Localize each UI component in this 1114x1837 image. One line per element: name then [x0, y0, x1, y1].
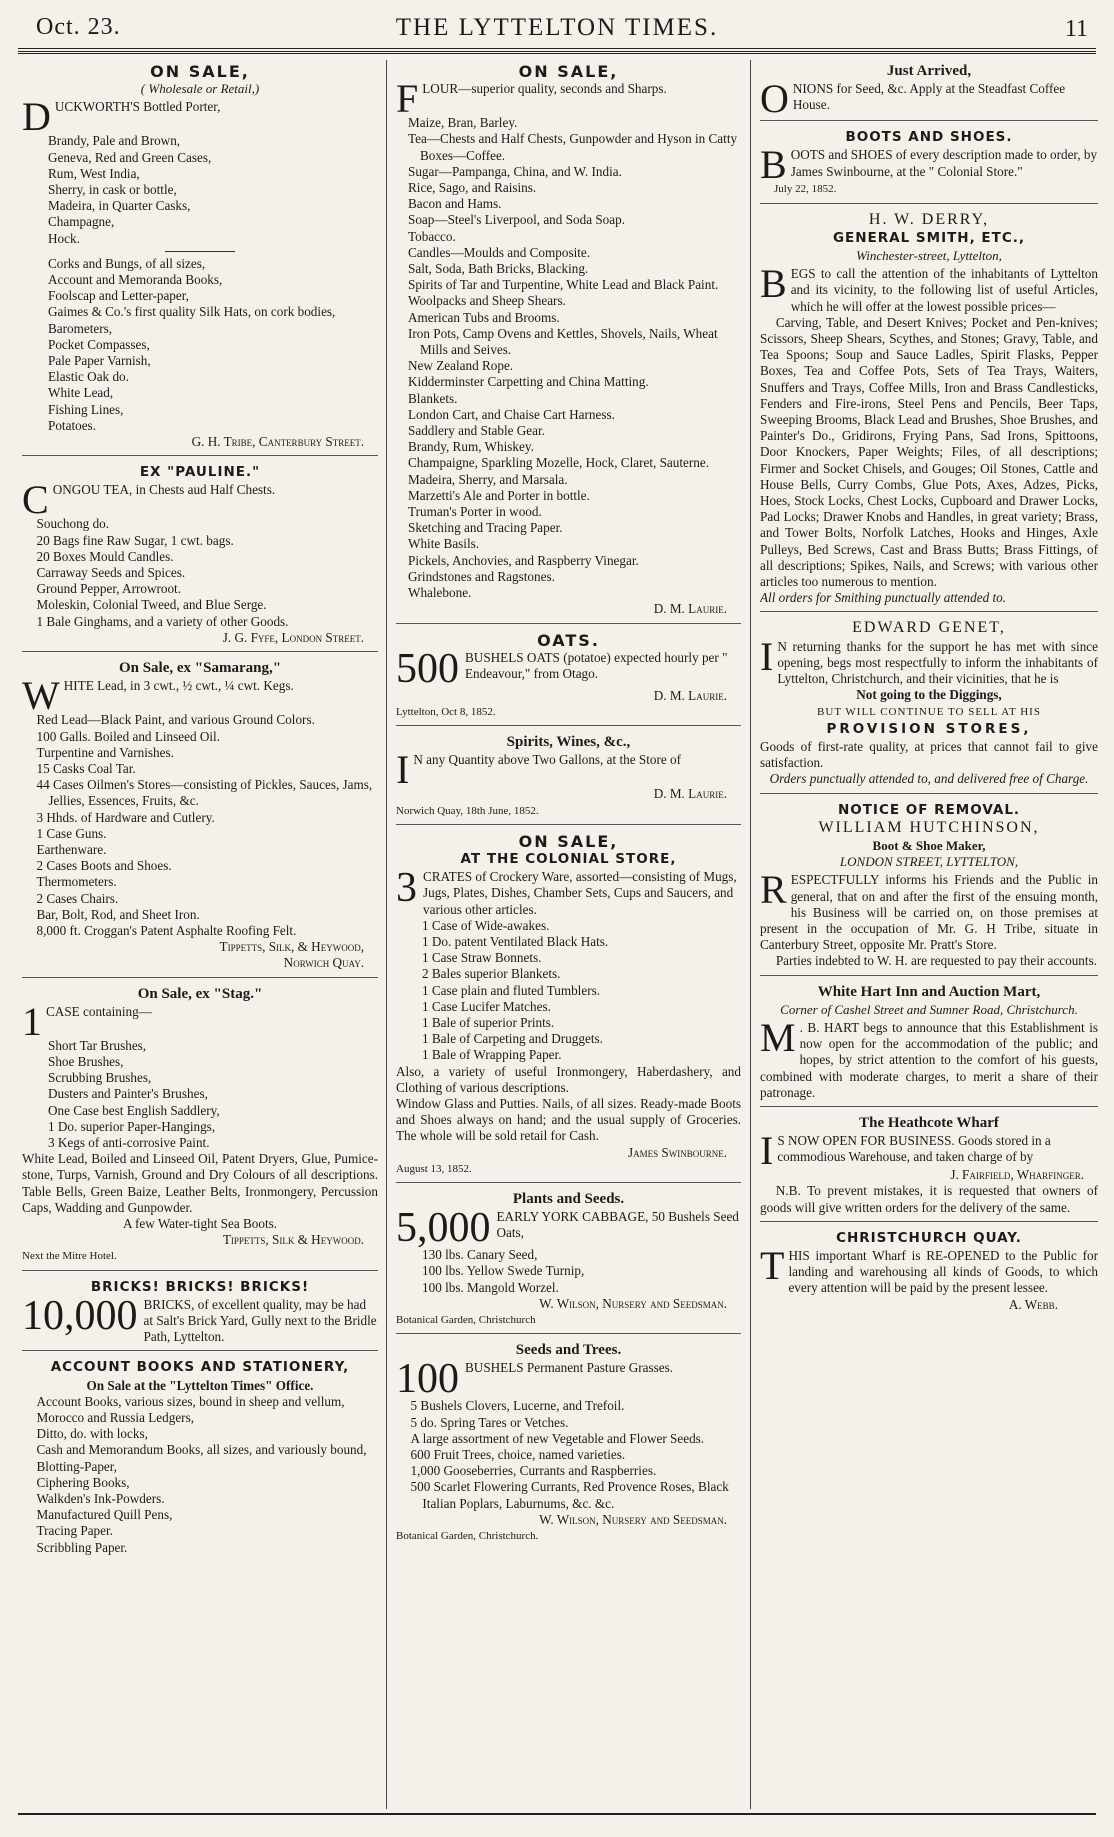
list-item: 130 lbs. Canary Seed, [422, 1247, 538, 1263]
ad-intro [396, 869, 741, 918]
ad-heading: ON SALE, [150, 62, 250, 81]
list-item: 15 Casks Coal Tar. [36, 760, 136, 776]
list-item: Account Books, various sizes, bound in sheep and vellum, [36, 1393, 345, 1409]
list-item: Tea—Chests and Half Chests, Gunpowder and Hyson in Catty Boxes—Coffee. [408, 131, 738, 163]
intro-text: . B. HART begs to announce that this Establishment is now open for the accommodation of the public; and hopes, by strict attention to the comfort of his guests, combined with moderate charges, to merit a share of their patronage. [760, 1019, 1098, 1100]
ad-laurie-stores [396, 60, 741, 624]
column-3 [760, 60, 1098, 1809]
list-item: 8,000 ft. Croggan's Patent Asphalte Roofing Felt. [36, 922, 297, 938]
ad-heading: ON SALE, [518, 62, 619, 81]
ad-spirits-wines [396, 731, 741, 825]
item-list [22, 1394, 378, 1556]
intro-text: UCKWORTH'S Bottled Porter, [54, 99, 221, 115]
intro-text: CRATES of Crockery Ware, assorted—consisting of Mugs, Jugs, Plates, Dishes, Chamber Sets, Cups and Saucers, and various other articles. [423, 869, 737, 917]
list-item: Red Lead—Black Paint, and various Ground Colors. [36, 712, 315, 728]
ad-genet [760, 617, 1098, 793]
list-item: A large assortment of new Vegetable and Flower Seeds. [410, 1430, 705, 1446]
list-item: Candles—Moulds and Composite. [408, 244, 591, 260]
item-list [22, 1038, 378, 1151]
list-item: Bar, Bolt, Rod, and Sheet Iron. [36, 906, 200, 922]
signature: W. Wilson, Nursery and Seedsman. [539, 1511, 727, 1527]
list-item: Woolpacks and Sheep Shears. [408, 293, 566, 309]
list-item: Spirits of Tar and Turpentine, White Lead and Black Paint. [408, 277, 719, 293]
list-item: Sketching and Tracing Paper. [408, 520, 563, 536]
big-number: 5,000 [396, 1209, 491, 1248]
advertiser-name: WILLIAM HUTCHINSON, [818, 818, 1040, 836]
list-item: Scrubbing Brushes, [48, 1070, 152, 1086]
item-list [22, 516, 378, 629]
ad-intro [760, 147, 1098, 181]
item-list [22, 712, 378, 939]
list-item: Blotting-Paper, [36, 1458, 117, 1474]
list-item: 2 Cases Boots and Shoes. [36, 858, 172, 874]
ad-body: Also, a variety of useful Ironmongery, Haberdashery, and Clothing of various descriptions. [396, 1063, 741, 1095]
list-item: 20 Bags fine Raw Sugar, 1 cwt. bags. [36, 532, 234, 548]
list-item: Brandy, Pale and Brown, [48, 133, 181, 149]
ad-subheading: On Sale at the "Lyttelton Times" Office. [86, 1377, 314, 1393]
list-item: Salt, Soda, Bath Bricks, Blacking. [408, 261, 589, 277]
list-item: Saddlery and Stable Gear. [408, 423, 545, 439]
ad-intro [22, 99, 378, 133]
item-list [22, 133, 378, 246]
item-list [396, 1398, 741, 1511]
drop-cap: B [760, 266, 787, 307]
drop-cap: F [396, 81, 419, 116]
signature: D. M. Laurie. [653, 786, 727, 802]
ad-body: Parties indebted to W. H. are requested to pay their accounts. [775, 953, 1097, 969]
drop-cap: I [396, 752, 410, 787]
ad-subheading: AT THE COLONIAL STORE, [460, 850, 677, 867]
list-item: 44 Cases Oilmen's Stores—consisting of Pickles, Sauces, Jams, Jellies, Essences, Fruits, &c. [36, 777, 373, 809]
signature: Tippetts, Silk & Heywood. [222, 1232, 364, 1248]
ad-samarang [22, 657, 378, 977]
signature: G. H. Tribe, Canterbury Street. [191, 434, 364, 450]
list-item: 1 Bale Ginghams, and a variety of other Goods. [36, 613, 289, 629]
list-item: 3 Hhds. of Hardware and Cutlery. [36, 809, 215, 825]
ad-colonial-store [396, 830, 741, 1183]
list-item: 1 Bale of Wrapping Paper. [422, 1047, 562, 1063]
masthead-rule [18, 48, 1096, 54]
intro-text: HITE Lead, in 3 cwt., ½ cwt., ¼ cwt. Kegs. [63, 678, 294, 694]
ad-footer: Botanical Garden, Christchurch. [396, 1530, 539, 1543]
advertiser-name: H. W. DERRY, [868, 210, 990, 228]
ad-heading: Just Arrived, [886, 63, 972, 79]
ad-footer: July 22, 1852. [774, 183, 837, 196]
ad-intro [396, 752, 741, 786]
column-1 [22, 60, 378, 1809]
ad-heading: Spirits, Wines, &c., [506, 734, 631, 751]
ad-line: Not going to the Diggings, [856, 687, 1002, 703]
list-item: Iron Pots, Camp Ovens and Kettles, Shovels, Nails, Wheat Mills and Seives. [408, 325, 718, 358]
list-item: Thermometers. [36, 874, 117, 890]
signature-address: Norwich Quay. [283, 955, 364, 971]
list-item: One Case best English Saddlery, [48, 1102, 220, 1118]
list-item: Champagne, [48, 214, 115, 230]
list-item: Champaigne, Sparkling Mozelle, Hock, Claret, Sauterne. [408, 455, 710, 471]
signature: W. Wilson, Nursery and Seedsman. [539, 1295, 727, 1311]
list-item: Ciphering Books, [36, 1474, 130, 1490]
list-item: Morocco and Russia Ledgers, [36, 1410, 194, 1426]
drop-cap: M [760, 1019, 796, 1060]
signature: A. Webb. [1008, 1296, 1058, 1312]
signature: D. M. Laurie. [653, 601, 727, 617]
ad-tribe [22, 60, 378, 456]
list-item: 20 Boxes Mould Candles. [36, 548, 174, 564]
list-item: Foolscap and Letter-paper, [48, 288, 189, 304]
intro-text: N any Quantity above Two Gallons, at the Store of [413, 752, 681, 768]
drop-cap: R [760, 872, 787, 913]
big-number: 500 [396, 649, 459, 688]
ad-footer: Orders punctually attended to, and delivered free of Charge. [769, 771, 1089, 787]
list-item: Kidderminster Carpetting and China Matting. [408, 374, 649, 390]
ad-footer: Lyttelton, Oct 8, 1852. [396, 705, 496, 718]
item-list [396, 1247, 741, 1296]
list-item: Fishing Lines, [48, 401, 124, 417]
bottom-rule [18, 1813, 1096, 1815]
column-divider [386, 60, 387, 1809]
ad-line: BUT WILL CONTINUE TO SELL AT HIS [817, 705, 1041, 718]
ad-heading: NOTICE OF REMOVAL. [837, 801, 1021, 818]
list-item: Sherry, in cask or bottle, [48, 182, 177, 198]
list-item: White Lead, [48, 385, 114, 401]
item-list [22, 256, 378, 434]
list-item: New Zealand Rope. [408, 358, 514, 374]
list-item: Moleskin, Colonial Tweed, and Blue Serge. [36, 597, 267, 613]
ad-intro [22, 1297, 378, 1346]
intro-text: BUSHELS Permanent Pasture Grasses. [465, 1360, 674, 1376]
intro-text: EARLY YORK CABBAGE, 50 Bushels Seed Oats, [496, 1209, 739, 1241]
intro-text: BUSHELS OATS (potatoe) expected hourly per " Endeavour," from Otago. [465, 649, 728, 681]
list-item: 1 Do. superior Paper-Hangings, [48, 1118, 216, 1134]
list-item: Elastic Oak do. [48, 369, 129, 385]
ad-footer: August 13, 1852. [396, 1162, 472, 1175]
list-item: Cash and Memorandum Books, all sizes, and variously bound, [36, 1442, 367, 1458]
ad-heading: Plants and Seeds. [512, 1190, 625, 1207]
ad-body: Window Glass and Putties. Nails, of all sizes. Ready-made Boots and Shoes always on hand; and the usual supply of Groceries. The whole will be sold retail for Cash. [396, 1095, 741, 1144]
ad-heading: BRICKS! BRICKS! BRICKS! [90, 1278, 310, 1295]
advertiser-trade: Boot & Shoe Maker, [872, 837, 986, 853]
drop-cap: D [22, 99, 51, 134]
ad-heading: On Sale, ex "Stag." [137, 985, 263, 1002]
column-divider [750, 60, 751, 1809]
list-item: Gaimes & Co.'s first quality Silk Hats, on cork bodies, [48, 304, 336, 320]
ad-heading: Seeds and Trees. [515, 1342, 622, 1359]
list-item: Earthenware. [36, 841, 107, 857]
masthead [18, 8, 1096, 46]
ad-extra: A few Water-tight Sea Boots. [122, 1215, 278, 1231]
ad-hutchinson [760, 799, 1098, 976]
ad-intro [22, 482, 378, 516]
ad-bricks [22, 1276, 378, 1352]
list-item: 1 Case Lucifer Matches. [422, 998, 551, 1014]
list-item: Ditto, do. with locks, [36, 1426, 148, 1442]
ad-heading: CHRISTCHURCH QUAY. [836, 1229, 1022, 1246]
list-item: 1 Case Guns. [36, 825, 107, 841]
list-item: Souchong do. [36, 516, 110, 532]
ad-intro [760, 1133, 1098, 1167]
ad-footer: Next the Mitre Hotel. [22, 1250, 117, 1263]
ad-white-hart [760, 981, 1098, 1107]
ad-intro [396, 1209, 741, 1247]
ad-body: N.B. To prevent mistakes, it is requested that owners of goods will give written orders for the delivery of the same. [760, 1183, 1098, 1215]
list-item: Madeira, Sherry, and Marsala. [408, 471, 568, 487]
ad-footer: Norwich Quay, 18th June, 1852. [396, 804, 539, 817]
ad-seeds-trees [396, 1339, 741, 1549]
big-number: 100 [396, 1360, 459, 1399]
big-number: 10,000 [22, 1296, 138, 1339]
list-item: White Basils. [408, 536, 480, 552]
list-item: 100 lbs. Mangold Worzel. [422, 1279, 559, 1295]
list-item: Dusters and Painter's Brushes, [48, 1086, 208, 1102]
ad-intro [760, 872, 1098, 953]
ad-account-books [22, 1356, 378, 1560]
intro-text: NIONS for Seed, &c. Apply at the Steadfast Coffee House. [792, 81, 1066, 113]
list-item: Turpentine and Varnishes. [36, 744, 174, 760]
list-item: Ground Pepper, Arrowroot. [36, 581, 182, 597]
intro-text: LOUR—superior quality, seconds and Sharps. [422, 81, 667, 97]
ad-heading: ON SALE, [518, 831, 619, 851]
ad-footer: Botanical Garden, Christchurch [396, 1314, 536, 1326]
drop-cap: W [22, 678, 60, 713]
list-item: Short Tar Brushes, [48, 1037, 147, 1053]
list-item: Potatoes. [48, 417, 96, 433]
ad-footer: All orders for Smithing punctually attended to. [760, 590, 1007, 606]
ad-heathcote-wharf [760, 1112, 1098, 1222]
drop-cap: 1 [22, 1003, 42, 1038]
ad-heading: GENERAL SMITH, ETC., [832, 229, 1026, 246]
intro-text: CASE containing— [46, 1003, 152, 1019]
list-item: 1 Do. patent Ventilated Black Hats. [422, 933, 609, 949]
list-item: Corks and Bungs, of all sizes, [48, 255, 206, 271]
big-number: 3 [396, 869, 417, 912]
drop-cap: I [760, 1133, 774, 1168]
page-number: 11 [1064, 16, 1088, 42]
ad-body: White Lead, Boiled and Linseed Oil, Patent Dryers, Glue, Pumice-stone, Turps, Varnish, Ground and Dry Colours of all descriptions. Table Bells, Green Baize, Leather Belts, Ironmongery, Percussion Caps, Wadding and Gunpowder. [22, 1151, 378, 1215]
signature: Tippetts, Silk, & Heywood, [219, 939, 364, 955]
ad-subheading: ( Wholesale or Retail,) [140, 81, 260, 97]
drop-cap: B [760, 147, 787, 182]
list-item: Truman's Porter in wood. [408, 504, 542, 520]
list-item: Carraway Seeds and Spices. [36, 565, 186, 581]
list-item: 5 Bushels Clovers, Lucerne, and Trefoil. [410, 1398, 625, 1414]
intro-text: ESPECTFULLY informs his Friends and the Public in general, that on and after the first of the ensuing month, his Business will be carried on, on those premises at present in the occupation of Mr. G. H Tribe, situate in Canterbury Street, opposite Mr. Pratt's Store. [760, 872, 1098, 953]
intro-text: EGS to call the attention of the inhabitants of Lyttelton and its vicinity, to the following list of useful Articles, which he will offer at the lowest possible prices— [790, 266, 1098, 314]
drop-cap: I [760, 638, 774, 679]
intro-text: S NOW OPEN FOR BUSINESS. Goods stored in a commodious Warehouse, and taken charge of by [777, 1133, 1051, 1165]
ad-intro [760, 639, 1098, 688]
list-item: Soap—Steel's Liverpool, and Soda Soap. [408, 212, 626, 228]
list-item: Whalebone. [408, 585, 472, 601]
ad-heading: BOOTS AND SHOES. [845, 129, 1013, 146]
list-item: Grindstones and Ragstones. [408, 568, 555, 584]
list-item: Blankets. [408, 390, 458, 406]
list-item: Manufactured Quill Pens, [36, 1507, 173, 1523]
list-item: Maize, Bran, Barley. [408, 115, 518, 131]
ad-oats [396, 629, 741, 727]
ad-intro [760, 266, 1098, 315]
list-item: 2 Cases Chairs. [36, 890, 119, 906]
list-item: Pickels, Anchovies, and Raspberry Vinegar. [408, 552, 639, 568]
signature: J. Fairfield, Wharfinger. [950, 1167, 1084, 1183]
drop-cap: O [760, 81, 789, 116]
advertiser-name: EDWARD GENET, [852, 619, 1006, 637]
list-item: Rice, Sago, and Raisins. [408, 180, 537, 196]
divider [165, 251, 235, 252]
list-item: 1 Case of Wide-awakes. [422, 917, 550, 933]
intro-text: ONGOU TEA, in Chests aud Half Chests. [52, 482, 276, 498]
ad-heading: White Hart Inn and Auction Mart, [817, 983, 1041, 1000]
list-item: Walkden's Ink-Powders. [36, 1491, 165, 1507]
ad-heading: ACCOUNT BOOKS AND STATIONERY, [50, 1359, 350, 1376]
list-item: Account and Memoranda Books, [48, 272, 223, 288]
list-item: Madeira, in Quarter Casks, [48, 198, 191, 214]
ad-intro [396, 81, 741, 115]
ad-intro [760, 1020, 1098, 1101]
ad-pauline [22, 461, 378, 652]
list-item: 1 Bale of superior Prints. [422, 1014, 555, 1030]
list-item: Scribbling Paper. [36, 1539, 128, 1555]
issue-date: Oct. 23. [36, 14, 121, 40]
ad-body: Goods of first-rate quality, at prices that cannot fail to give satisfaction. [760, 738, 1098, 771]
list-item: 100 lbs. Yellow Swede Turnip, [422, 1263, 585, 1279]
drop-cap: C [22, 482, 49, 517]
ad-onions [760, 60, 1098, 121]
signature: D. M. Laurie. [653, 687, 727, 703]
list-item: Geneva, Red and Green Cases, [48, 149, 212, 165]
intro-text: BRICKS, of excellent quality, may be had at Salt's Brick Yard, Gully next to the Bridle Path, Lyttelton. [143, 1296, 377, 1345]
list-item: 2 Bales superior Blankets. [422, 966, 561, 982]
list-item: Hock. [48, 230, 80, 246]
list-item: American Tubs and Brooms. [408, 309, 560, 325]
list-item: Rum, West India, [48, 165, 140, 181]
intro-text: N returning thanks for the support he has met with since opening, begs most respectfully to inform the inhabitants of Lyttelton, Christchurch, and their vicinities, that he is [777, 638, 1098, 687]
ad-derry [760, 209, 1098, 613]
list-item: 1 Bale of Carpeting and Druggets. [422, 1031, 603, 1047]
newspaper-title: THE LYTTELTON TIMES. [395, 14, 719, 41]
list-item: Sugar—Pampanga, China, and W. India. [408, 163, 622, 179]
list-item: Pocket Compasses, [48, 336, 150, 352]
ad-intro [22, 1004, 378, 1038]
intro-text: HIS important Wharf is RE-OPENED to the Public for landing and warehousing all kinds of Goods, to which every attention will be paid by the present lessee. [788, 1247, 1098, 1296]
list-item: Shoe Brushes, [48, 1053, 124, 1069]
item-list [396, 918, 741, 1064]
list-item: 100 Galls. Boiled and Linseed Oil. [36, 728, 221, 744]
ad-intro [760, 1248, 1098, 1297]
list-item: Pale Paper Varnish, [48, 353, 151, 369]
list-item: Brandy, Rum, Whiskey. [408, 439, 534, 455]
list-item: Barometers, [48, 320, 113, 336]
list-item: Tobacco. [408, 228, 456, 244]
signature: J. G. Fyfe, London Street. [222, 629, 364, 645]
item-list [396, 115, 741, 601]
column-2 [396, 60, 741, 1809]
list-item: 1,000 Gooseberries, Currants and Raspberries. [410, 1463, 657, 1479]
drop-cap: T [760, 1247, 785, 1288]
ad-intro [760, 81, 1098, 115]
ad-heading: The Heathcote Wharf [859, 1114, 999, 1131]
ad-intro [396, 1360, 741, 1398]
list-item: 5 do. Spring Tares or Vetches. [410, 1414, 569, 1430]
ad-body: Carving, Table, and Desert Knives; Pocket and Pen-knives; Scissors, Sheep Shears, Scythes, and Stones; Gravy, Table, and Tea Spoons; Soup and Sauce Ladles, Spirit Flasks, Pepper Boxes, Tea and Coffee Pots, Sets of Tea Trays, Waiters, Snuffers and Trays, Coffee Mills, Iron and Brass Candlesticks, Fenders and Fire-irons, Steel Pens and Pencils, Beer Taps, Sweeping Brooms, Black Lead and Brushes, Shoe Brushes, and Painter's Do., Gridirons, Frying Pans, Sad Irons, Spittoons, Door Knockers, Paper Weights; Files, of all descriptions; Firmer and Socket Chisels, and Gouges; Oil Stones, Cattle and House Bells, Curry Combs, Glue Pots, Axes, Adzes, Picks, Hoes, Stock Locks, Chest Locks, Cupboard and Drawer Locks, Pad Locks; Drawer Knobs and Handles, in great variety; Brass, and Tower Bolts, Norfolk Latches, Hooks and Hinges, Axle Pulleys, Bed Screws, Cast and Brass Butts; Brass Fittings, of all descriptions; Spikes, Nails, and Screws; with various other articles too numerous to mention. [760, 314, 1098, 590]
ad-subheading: Winchester-street, Lyttelton, [856, 248, 1002, 264]
ad-subheading: LONDON STREET, LYTTELTON, [839, 854, 1019, 870]
ad-heading: On Sale, ex "Samarang," [118, 660, 282, 677]
signature: James Swinbourne. [627, 1144, 727, 1160]
list-item: London Cart, and Chaise Cart Harness. [408, 406, 615, 422]
list-item: 1 Case plain and fluted Tumblers. [422, 982, 601, 998]
list-item: 3 Kegs of anti-corrosive Paint. [48, 1134, 210, 1150]
list-item: Marzetti's Ale and Porter in bottle. [408, 487, 590, 503]
ad-plants-seeds [396, 1188, 741, 1334]
list-item: Bacon and Hams. [408, 196, 502, 212]
list-item: 500 Scarlet Flowering Currants, Red Provence Roses, Black Italian Poplars, Laburnums, &c. &c. [410, 1479, 729, 1511]
ad-subheading: Corner of Cashel Street and Sumner Road, Christchurch. [780, 1001, 1078, 1017]
ad-intro [22, 678, 378, 712]
list-item: 1 Case Straw Bonnets. [422, 950, 542, 966]
list-item: Tracing Paper. [36, 1523, 113, 1539]
ad-stag [22, 983, 378, 1271]
list-item: 600 Fruit Trees, choice, named varieties. [410, 1447, 626, 1463]
ad-heading: OATS. [537, 630, 600, 650]
ad-intro [396, 650, 741, 688]
intro-text: OOTS and SHOES of every description made to order, by James Swinbourne, at the " Colonial Store." [790, 147, 1098, 179]
ad-christchurch-quay [760, 1227, 1098, 1318]
ad-heading: EX "PAULINE." [139, 464, 261, 481]
ad-boots-shoes [760, 126, 1098, 203]
ad-line: PROVISION STORES, [826, 720, 1032, 737]
